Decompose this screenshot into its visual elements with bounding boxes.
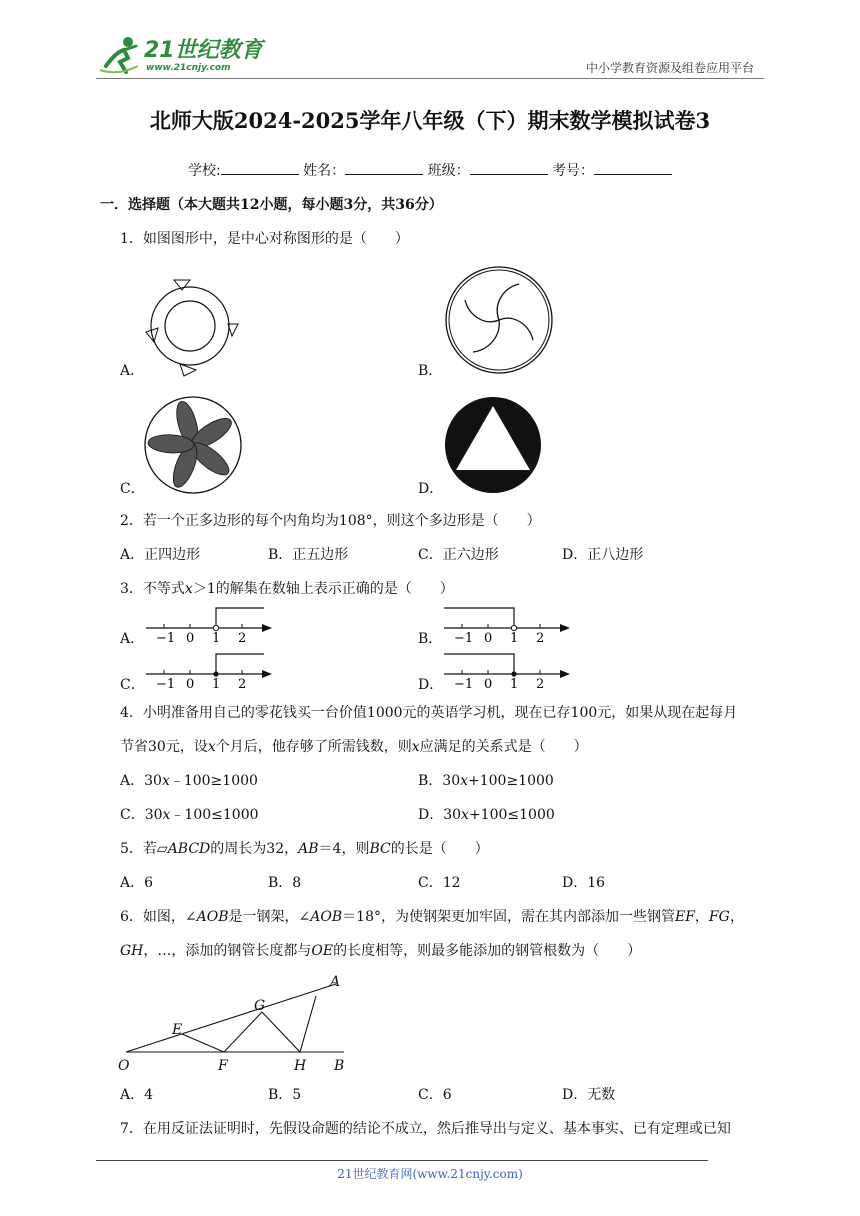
q3-b-tick-neg1: −1	[454, 631, 474, 646]
q6-option-a[interactable]: A．4	[120, 1087, 154, 1103]
q5-stem	[120, 842, 489, 856]
q6-aob-1: AOB	[196, 909, 229, 925]
q3-a-tick-0: 0	[186, 631, 195, 646]
q3-d-tick-neg1: −1	[454, 677, 474, 692]
q2-option-c[interactable]: C．正六边形	[418, 547, 499, 563]
q3-b-tick-0: 0	[484, 631, 493, 646]
q3-d-tick-1: 1	[510, 677, 519, 692]
q4-option-a[interactable]	[120, 774, 258, 788]
school-blank[interactable]	[221, 162, 299, 175]
q4-line1: 4．小明准备用自己的零花钱买一台价值1000元的英语学习机，现在已存100元，如果从现在起每月	[120, 705, 738, 721]
q3-stem	[120, 582, 454, 596]
q6-l2-b: ，…，添加的钢管长度都与	[143, 943, 312, 959]
q4-option-c[interactable]	[120, 808, 259, 822]
q2-option-a[interactable]: A．正四边形	[120, 547, 201, 563]
q6-l1-a: 6．如图，∠	[120, 909, 197, 925]
q6-option-c[interactable]: C．6	[418, 1087, 452, 1103]
q6-option-b[interactable]: B．5	[268, 1087, 302, 1103]
q4-var-2: x	[411, 739, 420, 755]
q3-c-tick-1: 1	[212, 677, 221, 692]
q5-g: 的长是（ ）	[390, 841, 489, 857]
q3-a-tick-2: 2	[238, 631, 247, 646]
q2-stem: 2．若一个正多边形的每个内角均为108°，则这个多边形是（ ）	[120, 513, 541, 529]
q6-ef: EF	[674, 909, 695, 925]
q3-stem-a: 3．不等式	[120, 581, 185, 597]
q5-option-d[interactable]: D．16	[562, 875, 606, 891]
q3-option-a-label[interactable]: A．	[120, 631, 145, 647]
footer-rule	[96, 1160, 708, 1161]
logo-runner-icon	[98, 36, 142, 76]
q4-line2-b: 个月后，他存够了所需钱数，则	[215, 739, 412, 755]
q6-label-g: G	[254, 998, 266, 1014]
q5-a: 5．若▱	[120, 841, 168, 857]
q4-line2	[120, 740, 588, 754]
q4-var-1: x	[207, 739, 216, 755]
q4-c-l: C．30	[120, 807, 163, 823]
section-heading: 一．选择题（本大题共12小题，每小题3分，共36分）	[100, 197, 443, 213]
q5-option-a[interactable]: A．6	[120, 875, 154, 891]
q6-oe: OE	[311, 943, 334, 959]
q4-option-d[interactable]	[418, 808, 555, 822]
q3-d-tick-0: 0	[484, 677, 493, 692]
page-title: 北师大版2024-2025学年八年级（下）期末数学模拟试卷3	[149, 108, 711, 133]
q6-gh: GH	[120, 943, 144, 959]
q1-figure-c	[144, 396, 244, 496]
q1-option-d-label[interactable]: D．	[418, 481, 444, 497]
q3-c-tick-neg1: −1	[156, 677, 176, 692]
q5-ab: AB	[298, 841, 319, 857]
name-blank[interactable]	[345, 162, 423, 175]
q4-option-b[interactable]	[418, 774, 554, 788]
class-label: 班级：	[427, 163, 470, 179]
name-label: 姓名：	[303, 163, 346, 179]
q6-label-f: F	[218, 1058, 228, 1074]
q4-a-var: x	[161, 773, 170, 789]
q3-option-c-label[interactable]: C．	[120, 677, 145, 693]
footer-text[interactable]: 21世纪教育网(www.21cnjy.com)	[337, 1167, 523, 1181]
q6-label-h: H	[294, 1058, 307, 1074]
q3-d-tick-2: 2	[536, 677, 545, 692]
q6-label-b: B	[334, 1058, 345, 1074]
q2-option-d[interactable]: D．正八边形	[562, 547, 644, 563]
q4-a-l: A．30	[120, 773, 162, 789]
q1-figure-b	[443, 266, 557, 374]
q3-a-tick-neg1: −1	[156, 631, 176, 646]
q5-bc: BC	[369, 841, 391, 857]
number-label: 考号：	[552, 163, 595, 179]
q3-option-b-label[interactable]: B．	[418, 631, 443, 647]
q4-b-r: +100≥1000	[468, 773, 554, 789]
q4-c-r: ﹣100≤1000	[170, 807, 259, 823]
q6-label-o: O	[118, 1058, 130, 1074]
q3-c-tick-0: 0	[186, 677, 195, 692]
platform-text: 中小学教育资源及组卷应用平台	[585, 61, 754, 75]
q3-numberline-a	[140, 606, 280, 646]
q3-b-tick-2: 2	[536, 631, 545, 646]
q3-numberline-b	[438, 606, 578, 646]
q5-abcd: ABCD	[167, 841, 211, 857]
q1-figure-a	[140, 276, 250, 376]
q6-l1-b: 是一钢架，∠	[228, 909, 311, 925]
q1-option-a-label[interactable]: A．	[120, 363, 145, 379]
q5-option-b[interactable]: B．8	[268, 875, 302, 891]
q4-line2-a: 节省30元，设	[120, 739, 208, 755]
q3-numberline-c	[140, 652, 280, 692]
q3-c-tick-2: 2	[238, 677, 247, 692]
q1-option-c-label[interactable]: C．	[120, 481, 145, 497]
q6-l2-c: 的长度相等，则最多能添加的钢管根数为（ ）	[333, 943, 642, 959]
q6-line2	[120, 944, 641, 958]
q3-option-d-label[interactable]: D．	[418, 677, 444, 693]
q6-label-a: A	[330, 974, 341, 990]
q6-fg: FG	[708, 909, 730, 925]
q6-line1: 6．如图，∠AOB是一钢架，∠AOB＝18°，为使钢架更加牢固，需在其内部添加一些钢管EF，FG，	[120, 909, 744, 925]
q3-b-tick-1: 1	[510, 631, 519, 646]
q4-d-r: +100≤1000	[468, 807, 555, 823]
q3-numberline-d	[438, 652, 578, 692]
header-rule	[96, 78, 764, 79]
q4-c-var: x	[162, 807, 171, 823]
class-blank[interactable]	[470, 162, 548, 175]
q7-line1: 7．在用反证法证明时，先假设命题的结论不成立，然后推导出与定义、基本事实、已有定理或已知	[120, 1121, 731, 1137]
q4-b-var: x	[460, 773, 469, 789]
logo-main-text: 21世纪教育	[144, 38, 263, 63]
q6-option-d[interactable]: D．无数	[562, 1087, 616, 1103]
q5-option-c[interactable]: C．12	[418, 875, 461, 891]
logo-sub-text: www.21cnjy.com	[146, 63, 231, 73]
q1-figure-d	[444, 396, 544, 496]
q1-option-b-label[interactable]: B．	[418, 363, 443, 379]
q2-option-b[interactable]: B．正五边形	[268, 547, 349, 563]
q4-line2-c: 应满足的关系式是（ ）	[419, 739, 588, 755]
q4-b-l: B．30	[418, 773, 461, 789]
q3-stem-var: x	[184, 581, 193, 597]
q1-stem: 1．如图图形中，是中心对称图形的是（ ）	[120, 231, 409, 247]
q4-d-var: x	[461, 807, 469, 823]
q5-c: 的周长为32，	[210, 841, 299, 857]
q3-stem-b: ＞1的解集在数轴上表示正确的是（ ）	[192, 581, 454, 597]
school-label: 学校:	[187, 163, 221, 179]
q4-d-l: D．30	[418, 807, 462, 823]
q4-a-r: ﹣100≥1000	[169, 773, 258, 789]
q5-e: ＝4，则	[318, 841, 370, 857]
number-blank[interactable]	[594, 162, 672, 175]
student-info-line	[0, 160, 860, 180]
q6-aob-2: AOB	[310, 909, 343, 925]
q3-a-tick-1: 1	[212, 631, 221, 646]
q6-figure	[112, 970, 362, 1080]
q6-l1-c: ＝18°，为使钢架更加牢固，需在其内部添加一些钢管	[342, 909, 675, 925]
q6-label-e: E	[172, 1022, 183, 1038]
